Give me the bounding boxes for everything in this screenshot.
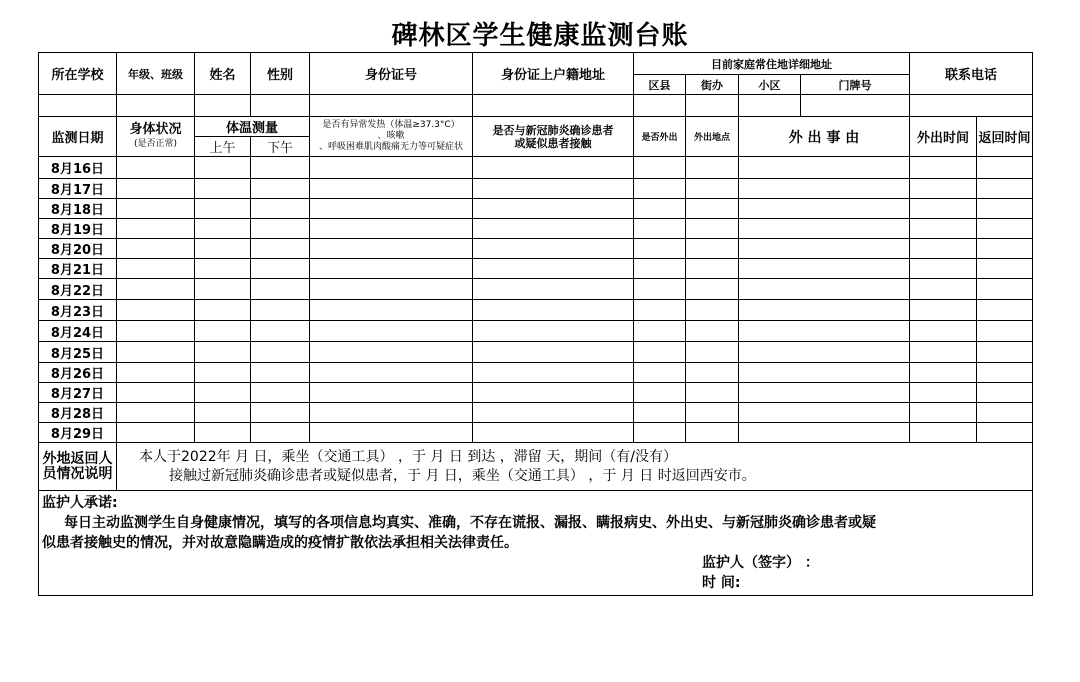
street-cell[interactable] xyxy=(686,95,739,117)
out-time-cell[interactable] xyxy=(910,321,977,342)
symptoms-line-3: 、呼吸困难肌肉酸痛无力等可疑症状 xyxy=(318,142,463,152)
date-row xyxy=(39,279,1033,300)
id-number-header: 身份证号 xyxy=(310,53,473,95)
out-reason-cell[interactable] xyxy=(739,259,910,279)
temp-pm-cell[interactable] xyxy=(251,363,310,383)
contact-cell[interactable] xyxy=(473,259,634,279)
out-reason-cell[interactable] xyxy=(739,300,910,321)
out-time-cell[interactable] xyxy=(910,239,977,259)
out-time-cell[interactable] xyxy=(910,259,977,279)
return-time-cell[interactable] xyxy=(977,383,1033,403)
date-row xyxy=(39,300,1033,321)
health-status-label: 身体状况 xyxy=(129,121,182,137)
contact-cell[interactable] xyxy=(473,363,634,383)
grade-class-cell[interactable] xyxy=(117,95,195,117)
contact-cell[interactable] xyxy=(473,423,634,443)
header-row-1 xyxy=(39,53,1033,75)
contact-cell[interactable] xyxy=(473,157,634,179)
temp-pm-cell[interactable] xyxy=(251,179,310,199)
return-time-cell[interactable] xyxy=(977,403,1033,423)
house-no-cell[interactable] xyxy=(801,95,910,117)
guardian-text-1: 每日主动监测学生自身健康情况，填写的各项信息均真实、准确，不存在谎报、漏报、瞒报病史、外出史、与新冠肺炎确诊患者或疑 xyxy=(64,515,876,531)
out-reason-cell[interactable] xyxy=(739,403,910,423)
out-reason-header: 外 出 事 由 xyxy=(739,117,910,157)
out-yn-cell[interactable] xyxy=(634,383,686,403)
temp-pm-cell[interactable] xyxy=(251,300,310,321)
temp-pm-cell[interactable] xyxy=(251,157,310,179)
health-status-cell[interactable] xyxy=(117,279,195,300)
out-yn-cell[interactable] xyxy=(634,423,686,443)
symptoms-cell[interactable] xyxy=(310,342,473,363)
out-time-cell[interactable] xyxy=(910,219,977,239)
contact-cell[interactable] xyxy=(473,199,634,219)
symptoms-header xyxy=(310,117,473,157)
return-time-cell[interactable] xyxy=(977,423,1033,443)
return-time-cell[interactable] xyxy=(977,279,1033,300)
date-cell: 8月16日 xyxy=(39,157,117,179)
symptoms-cell[interactable] xyxy=(310,239,473,259)
return-section-text xyxy=(117,443,1033,491)
temp-am-cell[interactable] xyxy=(195,279,251,300)
out-time-cell[interactable] xyxy=(910,279,977,300)
monitor-header-row-1 xyxy=(39,117,1033,137)
symptoms-cell[interactable] xyxy=(310,179,473,199)
out-yn-cell[interactable] xyxy=(634,239,686,259)
out-yn-cell[interactable] xyxy=(634,219,686,239)
out-yn-cell[interactable] xyxy=(634,279,686,300)
symptoms-cell[interactable] xyxy=(310,199,473,219)
guardian-promise xyxy=(39,491,1033,596)
out-reason-cell[interactable] xyxy=(739,179,910,199)
out-reason-cell[interactable] xyxy=(739,219,910,239)
id-address-cell[interactable] xyxy=(473,95,634,117)
date-row xyxy=(39,157,1033,179)
temp-pm-cell[interactable] xyxy=(251,383,310,403)
temp-am-cell[interactable] xyxy=(195,157,251,179)
date-row xyxy=(39,383,1033,403)
health-status-cell[interactable] xyxy=(117,321,195,342)
temp-am-cell[interactable] xyxy=(195,383,251,403)
temp-am-cell[interactable] xyxy=(195,179,251,199)
return-time-cell[interactable] xyxy=(977,239,1033,259)
name-header: 姓名 xyxy=(195,53,251,95)
symptoms-cell[interactable] xyxy=(310,403,473,423)
health-status-cell[interactable] xyxy=(117,423,195,443)
date-row xyxy=(39,363,1033,383)
out-yn-cell[interactable] xyxy=(634,179,686,199)
school-header: 所在学校 xyxy=(39,53,117,95)
guardian-row xyxy=(39,491,1033,596)
return-time-cell[interactable] xyxy=(977,342,1033,363)
district-header: 区县 xyxy=(634,75,686,95)
health-status-cell[interactable] xyxy=(117,383,195,403)
date-cell: 8月18日 xyxy=(39,199,117,219)
out-reason-cell[interactable] xyxy=(739,423,910,443)
gender-header: 性别 xyxy=(251,53,310,95)
name-cell[interactable] xyxy=(195,95,251,117)
phone-cell[interactable] xyxy=(910,95,1033,117)
out-place-cell[interactable] xyxy=(686,363,739,383)
temp-pm-cell[interactable] xyxy=(251,403,310,423)
monitor-date-header: 监测日期 xyxy=(39,117,117,157)
out-yn-header: 是否外出 xyxy=(634,117,686,157)
date-row xyxy=(39,342,1033,363)
out-yn-cell[interactable] xyxy=(634,363,686,383)
community-cell[interactable] xyxy=(739,95,801,117)
out-yn-cell[interactable] xyxy=(634,321,686,342)
health-status-cell[interactable] xyxy=(117,239,195,259)
health-status-cell[interactable] xyxy=(117,199,195,219)
date-cell: 8月27日 xyxy=(39,383,117,403)
contact-cell[interactable] xyxy=(473,239,634,259)
symptoms-cell[interactable] xyxy=(310,279,473,300)
temp-am-cell[interactable] xyxy=(195,259,251,279)
temp-am-cell[interactable] xyxy=(195,342,251,363)
pm-header: 下午 xyxy=(251,137,310,157)
return-section-row xyxy=(39,443,1033,491)
contact-header xyxy=(473,117,634,157)
out-time-cell[interactable] xyxy=(910,157,977,179)
date-cell: 8月19日 xyxy=(39,219,117,239)
out-place-header: 外出地点 xyxy=(686,117,739,157)
out-time-cell[interactable] xyxy=(910,300,977,321)
out-yn-cell[interactable] xyxy=(634,157,686,179)
return-time-cell[interactable] xyxy=(977,321,1033,342)
out-reason-cell[interactable] xyxy=(739,342,910,363)
date-cell: 8月24日 xyxy=(39,321,117,342)
contact-cell[interactable] xyxy=(473,403,634,423)
out-reason-cell[interactable] xyxy=(739,157,910,179)
return-line-2: 接触过新冠肺炎确诊患者或疑似患者，于 月 日，乘坐（交通工具） ，于 月 日 时返回西安市。 xyxy=(169,467,756,484)
return-time-cell[interactable] xyxy=(977,300,1033,321)
date-row xyxy=(39,179,1033,199)
temp-pm-cell[interactable] xyxy=(251,239,310,259)
house-no-header: 门牌号 xyxy=(801,75,910,95)
health-status-note: (是否正常) xyxy=(133,138,178,149)
out-place-cell[interactable] xyxy=(686,239,739,259)
symptoms-line-2: 、咳嗽 xyxy=(377,131,405,141)
temp-pm-cell[interactable] xyxy=(251,199,310,219)
out-time-cell[interactable] xyxy=(910,423,977,443)
guardian-signature: 监护人（签字） ： xyxy=(702,555,819,571)
temp-pm-cell[interactable] xyxy=(251,219,310,239)
contact-cell[interactable] xyxy=(473,383,634,403)
health-status-cell[interactable] xyxy=(117,342,195,363)
symptoms-cell[interactable] xyxy=(310,321,473,342)
out-yn-cell[interactable] xyxy=(634,259,686,279)
contact-cell[interactable] xyxy=(473,179,634,199)
district-cell[interactable] xyxy=(634,95,686,117)
out-place-cell[interactable] xyxy=(686,403,739,423)
out-yn-cell[interactable] xyxy=(634,342,686,363)
guardian-text-2: 似患者接触史的情况，并对故意隐瞒造成的疫情扩散依法承担相关法律责任。 xyxy=(42,535,518,551)
out-yn-cell[interactable] xyxy=(634,300,686,321)
symptoms-cell[interactable] xyxy=(310,423,473,443)
out-reason-cell[interactable] xyxy=(739,321,910,342)
date-row xyxy=(39,219,1033,239)
contact-cell[interactable] xyxy=(473,279,634,300)
date-row xyxy=(39,199,1033,219)
guardian-time: 时 间: xyxy=(702,575,741,591)
out-reason-cell[interactable] xyxy=(739,199,910,219)
symptoms-cell[interactable] xyxy=(310,219,473,239)
temp-am-cell[interactable] xyxy=(195,219,251,239)
health-status-cell[interactable] xyxy=(117,219,195,239)
date-cell: 8月26日 xyxy=(39,363,117,383)
symptoms-cell[interactable] xyxy=(310,157,473,179)
return-time-cell[interactable] xyxy=(977,157,1033,179)
date-rows xyxy=(39,157,1033,443)
grade-class-header: 年级、班级 xyxy=(117,53,195,95)
date-row xyxy=(39,423,1033,443)
id-address-header: 身份证上户籍地址 xyxy=(473,53,634,95)
health-status-cell[interactable] xyxy=(117,259,195,279)
out-reason-cell[interactable] xyxy=(739,279,910,300)
health-status-cell[interactable] xyxy=(117,403,195,423)
return-section-label: 外地返回人员情况说明 xyxy=(39,443,117,491)
contact-cell[interactable] xyxy=(473,300,634,321)
out-reason-cell[interactable] xyxy=(739,383,910,403)
date-cell: 8月28日 xyxy=(39,403,117,423)
symptoms-cell[interactable] xyxy=(310,259,473,279)
health-status-cell[interactable] xyxy=(117,179,195,199)
out-place-cell[interactable] xyxy=(686,179,739,199)
out-place-cell[interactable] xyxy=(686,423,739,443)
temp-am-cell[interactable] xyxy=(195,300,251,321)
date-row xyxy=(39,321,1033,342)
health-status-cell[interactable] xyxy=(117,363,195,383)
temp-pm-cell[interactable] xyxy=(251,279,310,300)
date-cell: 8月20日 xyxy=(39,239,117,259)
out-yn-cell[interactable] xyxy=(634,199,686,219)
date-row xyxy=(39,259,1033,279)
out-yn-cell[interactable] xyxy=(634,403,686,423)
temp-am-cell[interactable] xyxy=(195,363,251,383)
return-time-cell[interactable] xyxy=(977,219,1033,239)
return-time-cell[interactable] xyxy=(977,179,1033,199)
date-cell: 8月21日 xyxy=(39,259,117,279)
date-cell: 8月23日 xyxy=(39,300,117,321)
contact-cell[interactable] xyxy=(473,321,634,342)
community-header: 小区 xyxy=(739,75,801,95)
out-time-cell[interactable] xyxy=(910,342,977,363)
symptoms-cell[interactable] xyxy=(310,300,473,321)
date-cell: 8月25日 xyxy=(39,342,117,363)
out-place-cell[interactable] xyxy=(686,199,739,219)
id-number-cell[interactable] xyxy=(310,95,473,117)
am-header: 上午 xyxy=(195,137,251,157)
out-reason-cell[interactable] xyxy=(739,363,910,383)
return-line-1: 本人于2022年 月 日，乘坐（交通工具） ，于 月 日 到达 ，滞留 天，期间（有/没有） xyxy=(139,448,677,465)
out-place-cell[interactable] xyxy=(686,219,739,239)
out-place-cell[interactable] xyxy=(686,279,739,300)
health-status-cell[interactable] xyxy=(117,157,195,179)
guardian-heading: 监护人承诺: xyxy=(42,495,118,511)
symptoms-cell[interactable] xyxy=(310,363,473,383)
date-cell: 8月22日 xyxy=(39,279,117,300)
street-header: 街办 xyxy=(686,75,739,95)
home-address-header: 目前家庭常住地详细地址 xyxy=(634,53,910,75)
out-reason-cell[interactable] xyxy=(739,239,910,259)
out-time-cell[interactable] xyxy=(910,363,977,383)
page-title: 碑林区学生健康监测台账 xyxy=(391,21,689,51)
health-status-cell[interactable] xyxy=(117,300,195,321)
temp-am-cell[interactable] xyxy=(195,423,251,443)
temp-am-cell[interactable] xyxy=(195,199,251,219)
student-info-row xyxy=(39,95,1033,117)
phone-header: 联系电话 xyxy=(910,53,1033,95)
out-time-cell[interactable] xyxy=(910,383,977,403)
temp-am-cell[interactable] xyxy=(195,239,251,259)
out-time-cell[interactable] xyxy=(910,403,977,423)
contact-cell[interactable] xyxy=(473,219,634,239)
contact-line-1: 是否与新冠肺炎确诊患者 xyxy=(492,123,614,137)
symptoms-line-1: 是否有异常发热（体温≥37.3°C） xyxy=(322,120,460,130)
gender-cell[interactable] xyxy=(251,95,310,117)
out-place-cell[interactable] xyxy=(686,342,739,363)
contact-line-2: 或疑似患者接触 xyxy=(514,136,592,150)
temp-pm-cell[interactable] xyxy=(251,342,310,363)
temp-pm-cell[interactable] xyxy=(251,259,310,279)
temperature-header: 体温测量 xyxy=(195,117,310,137)
return-time-cell[interactable] xyxy=(977,363,1033,383)
return-time-cell[interactable] xyxy=(977,199,1033,219)
school-cell[interactable] xyxy=(39,95,117,117)
out-time-cell[interactable] xyxy=(910,179,977,199)
contact-cell[interactable] xyxy=(473,342,634,363)
out-place-cell[interactable] xyxy=(686,300,739,321)
out-time-header: 外出时间 xyxy=(910,117,977,157)
temp-pm-cell[interactable] xyxy=(251,423,310,443)
symptoms-cell[interactable] xyxy=(310,383,473,403)
out-time-cell[interactable] xyxy=(910,199,977,219)
out-place-cell[interactable] xyxy=(686,157,739,179)
temp-am-cell[interactable] xyxy=(195,403,251,423)
out-place-cell[interactable] xyxy=(686,383,739,403)
out-place-cell[interactable] xyxy=(686,259,739,279)
temp-pm-cell[interactable] xyxy=(251,321,310,342)
date-row xyxy=(39,239,1033,259)
date-cell: 8月17日 xyxy=(39,179,117,199)
temp-am-cell[interactable] xyxy=(195,321,251,342)
return-time-cell[interactable] xyxy=(977,259,1033,279)
date-cell: 8月29日 xyxy=(39,423,117,443)
health-status-header xyxy=(117,117,195,157)
out-place-cell[interactable] xyxy=(686,321,739,342)
health-ledger-table xyxy=(38,52,1033,596)
return-time-header: 返回时间 xyxy=(977,117,1033,157)
date-row xyxy=(39,403,1033,423)
